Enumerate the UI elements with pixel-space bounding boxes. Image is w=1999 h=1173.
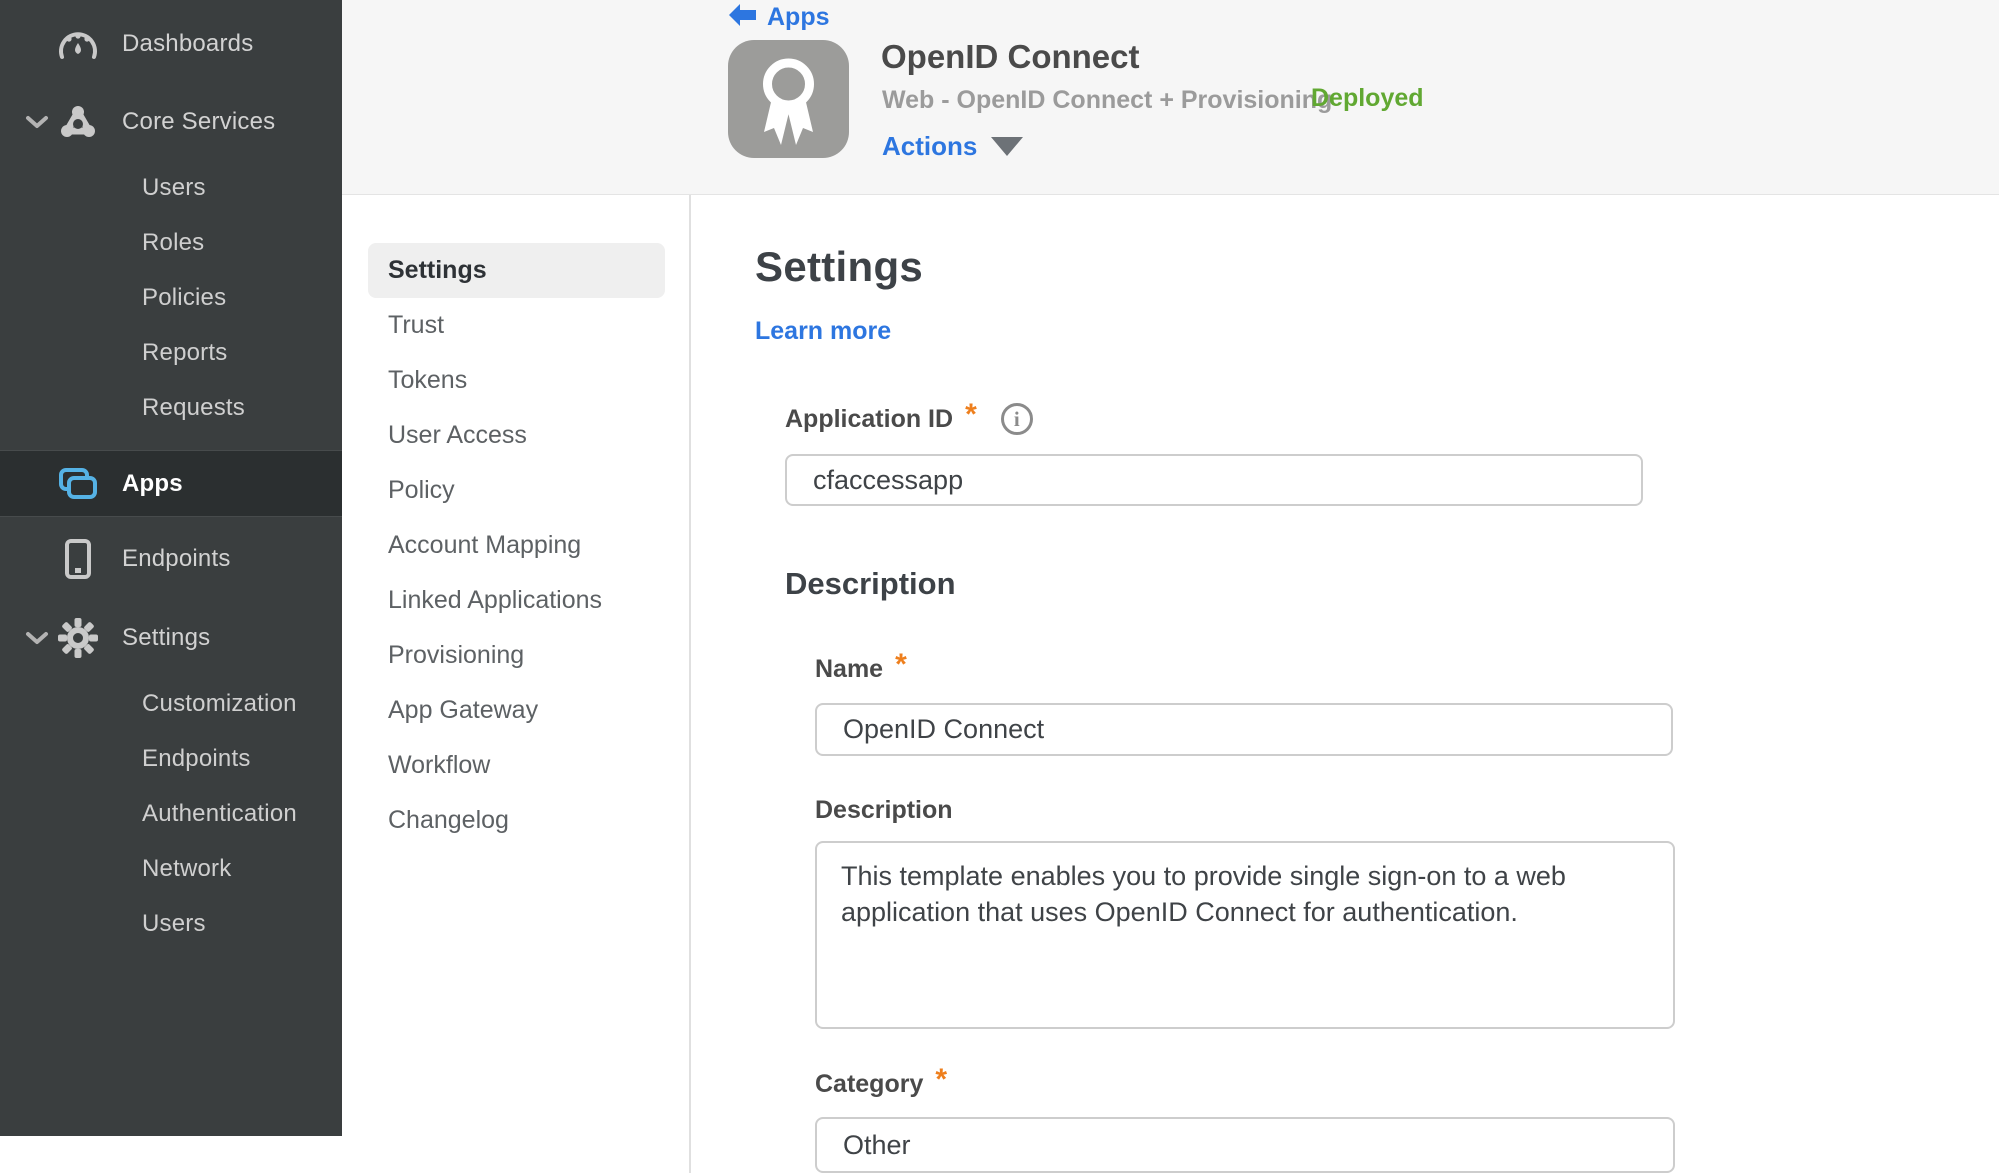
required-marker: * xyxy=(965,398,977,431)
sidebar-item-users[interactable]: Users xyxy=(142,173,206,201)
sidebar-item-dashboards[interactable] xyxy=(0,16,342,71)
description-textarea[interactable] xyxy=(815,841,1675,1029)
gauge-icon xyxy=(56,27,100,61)
sidebar-item-core-services[interactable] xyxy=(0,94,342,149)
apps-icon xyxy=(56,466,100,502)
main-region xyxy=(342,0,1999,1136)
actions-menu-button[interactable]: Actions xyxy=(882,131,1023,162)
sidebar-item-label: Settings xyxy=(122,623,211,651)
subnav-item-provisioning[interactable]: Provisioning xyxy=(388,641,525,669)
sidebar-item-settings-endpoints[interactable]: Endpoints xyxy=(142,744,251,772)
sidebar-item-policies[interactable]: Policies xyxy=(142,283,227,311)
description-group xyxy=(815,796,1999,1029)
sidebar-item-requests[interactable]: Requests xyxy=(142,393,245,421)
app-logo-award-icon xyxy=(728,40,849,163)
app-title: OpenID Connect xyxy=(881,38,1140,75)
description-label: Description xyxy=(815,796,953,824)
sidebar-item-endpoints[interactable] xyxy=(0,531,342,586)
settings-form xyxy=(755,398,1999,1173)
application-id-group xyxy=(785,398,1999,506)
back-to-apps-link[interactable]: Apps xyxy=(728,3,830,32)
name-input[interactable] xyxy=(815,703,1673,756)
subnav-item-app-gateway[interactable]: App Gateway xyxy=(388,696,539,724)
name-group xyxy=(815,648,1999,756)
gear-icon xyxy=(56,617,100,659)
description-section-title: Description xyxy=(785,566,956,601)
subnav-item-tokens[interactable]: Tokens xyxy=(388,366,468,394)
sidebar-item-label: Apps xyxy=(122,469,183,497)
category-group xyxy=(815,1063,1999,1173)
sidebar-item-label: Endpoints xyxy=(122,544,231,572)
app-header xyxy=(342,0,1999,195)
sidebar xyxy=(0,0,342,1136)
sidebar-item-customization[interactable]: Customization xyxy=(142,689,297,717)
learn-more-link[interactable]: Learn more xyxy=(755,317,892,345)
application-id-input[interactable] xyxy=(785,454,1643,506)
back-arrow-icon xyxy=(728,3,758,32)
app-subnav xyxy=(342,195,691,1173)
device-icon xyxy=(56,538,100,580)
subnav-item-settings[interactable]: Settings xyxy=(368,243,665,298)
required-marker: * xyxy=(895,648,907,681)
sidebar-item-authentication[interactable]: Authentication xyxy=(142,799,297,827)
cluster-icon xyxy=(56,104,100,140)
sidebar-item-network[interactable]: Network xyxy=(142,854,232,882)
sidebar-item-label: Dashboards xyxy=(122,29,254,57)
settings-panel xyxy=(691,195,1999,1173)
subnav-item-changelog[interactable]: Changelog xyxy=(388,806,509,834)
info-icon[interactable]: i xyxy=(1001,403,1033,435)
chevron-down-icon[interactable] xyxy=(20,631,54,645)
sidebar-item-label: Core Services xyxy=(122,107,276,135)
required-marker: * xyxy=(935,1063,948,1096)
subnav-item-linked-applications[interactable]: Linked Applications xyxy=(388,586,603,614)
subnav-item-workflow[interactable]: Workflow xyxy=(388,751,491,779)
sidebar-item-settings-users[interactable]: Users xyxy=(142,909,206,937)
subnav-item-trust[interactable]: Trust xyxy=(388,311,445,339)
sidebar-item-settings[interactable] xyxy=(0,610,342,665)
page-body xyxy=(342,195,1999,1173)
category-label: Category * xyxy=(815,1063,948,1098)
page-title: Settings xyxy=(755,243,924,290)
category-input[interactable] xyxy=(815,1117,1675,1173)
name-label: Name * xyxy=(815,648,907,683)
subnav-item-policy[interactable]: Policy xyxy=(388,476,455,504)
sidebar-item-roles[interactable]: Roles xyxy=(142,228,205,256)
application-id-label: Application ID * i xyxy=(785,402,1999,436)
chevron-down-icon[interactable] xyxy=(20,115,54,129)
subnav-item-account-mapping[interactable]: Account Mapping xyxy=(388,531,582,559)
subnav-item-user-access[interactable]: User Access xyxy=(388,421,527,449)
app-subtitle: Web - OpenID Connect + Provisioning xyxy=(882,86,1333,114)
status-badge: Deployed xyxy=(1311,84,1424,112)
caret-down-icon xyxy=(991,137,1023,156)
sidebar-item-apps[interactable] xyxy=(0,450,342,517)
sidebar-item-reports[interactable]: Reports xyxy=(142,338,228,366)
